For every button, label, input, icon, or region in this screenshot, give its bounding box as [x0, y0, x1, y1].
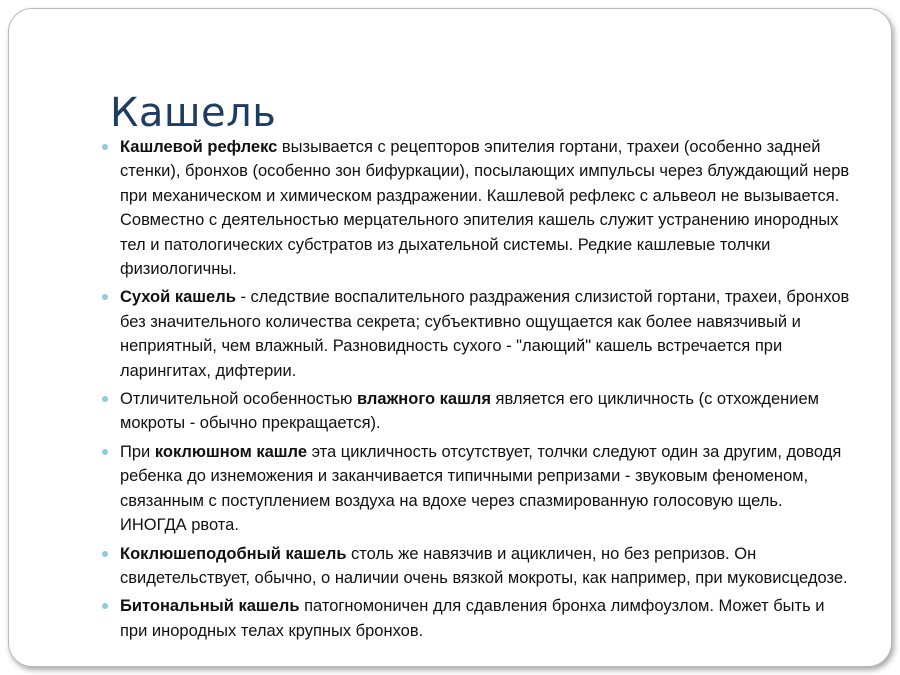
bullet-item — [120, 135, 850, 281]
bullet-text: патогномоничен для сдавления бронха лимфоузлом. Может быть и при инородных телах крупных бронхов. — [120, 597, 825, 640]
bullet-text: столь же навязчив и ацикличен, но без репризов. Он свидетельствует, обычно, о наличии очень вязкой мокроты, как например, при муковисцедозе. — [120, 544, 848, 587]
bullet-dot-icon — [102, 551, 108, 557]
bullet-item — [120, 440, 850, 538]
bullet-text: - следствие воспалительного раздражения слизистой гортани, трахеи, бронхов без значительного количества секрета; субъективно ощущается как более навязчивый и неприятный, чем влажный. Разновидность сухого - "лающий" кашель встречается при ларингитах, дифтерии. — [120, 288, 850, 380]
bullet-text: Отличительной особенностью — [120, 390, 357, 409]
bullet-dot-icon — [102, 144, 108, 150]
bullet-item — [120, 594, 850, 643]
bullet-list — [120, 135, 850, 647]
bullet-term: коклюшном кашле — [154, 442, 307, 461]
bullet-text: является его цикличность (с отхождением мокроты - обычно прекращается). — [120, 390, 820, 433]
bullet-dot-icon — [102, 603, 108, 609]
slide-title: Кашель — [110, 90, 277, 136]
bullet-term: Коклюшеподобный кашель — [120, 544, 347, 563]
bullet-text: эта цикличность отсутствует, толчки следуют один за другим, доводя ребенка до изнеможения и заканчивается типичными репризами - звуковым феноменом, связанным с поступлением воздуха на вдохе через спазмированную голосовую щель. ИНОГДА рвота. — [120, 442, 842, 535]
bullet-text: При — [120, 442, 155, 461]
bullet-dot-icon — [102, 449, 108, 455]
bullet-item — [120, 542, 850, 591]
bullet-text: вызывается с рецепторов эпителия гортани, трахеи (особенно задней стенки), бронхов (особенно зон бифуркации), посылающих импульсы через блуждающий нерв при механическом и химическом раздражении. Кашлевой рефлекс с альвеол не вызывается. Совместно с деятельностью мерцательного эпителия кашель служит устранению инородных тел и патологических субстратов из дыхательной системы. Редкие кашлевые толчки физиологичны. — [120, 138, 850, 279]
bullet-term: Битональный кашель — [120, 597, 300, 616]
bullet-item — [120, 285, 850, 383]
bullet-item — [120, 387, 850, 436]
bullet-dot-icon — [102, 396, 108, 402]
bullet-term: влажного кашля — [357, 390, 491, 409]
bullet-dot-icon — [102, 294, 108, 300]
bullet-term: Сухой кашель — [120, 288, 236, 307]
slide-frame — [8, 8, 892, 667]
bullet-term: Кашлевой рефлекс — [120, 138, 278, 156]
